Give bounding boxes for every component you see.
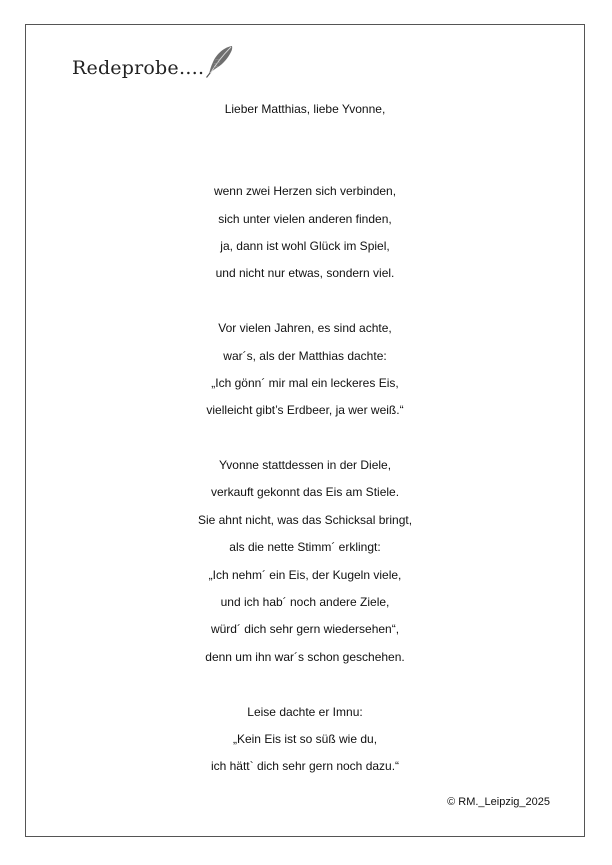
verse-line: vielleicht gibt’s Erdbeer, ja wer weiß.“ [206, 403, 404, 418]
verse-line: verkauft gekonnt das Eis am Stiele. [210, 485, 400, 500]
page-title: Redeprobe…. [72, 57, 205, 79]
verse-line: „Ich gönn´ mir mal ein leckeres Eis, [211, 375, 399, 390]
verse-line: als die nette Stimm´ erklingt: [229, 540, 381, 555]
verse-line: Yvonne stattdessen in der Diele, [218, 458, 392, 473]
verse-line: denn um ihn war´s schon geschehen. [205, 649, 405, 664]
verse-line: ich hätt` dich sehr gern noch dazu.“ [210, 759, 400, 774]
verse-line: sich unter vielen anderen finden, [218, 211, 392, 226]
verse-line: Vor vielen Jahren, es sind achte, [218, 321, 392, 336]
page-header [72, 44, 235, 78]
verse-line: ja, dann ist wohl Glück im Spiel, [220, 238, 390, 253]
verse-line: wenn zwei Herzen sich verbinden, [213, 184, 397, 199]
copyright-notice: © RM._Leipzig_2025 [447, 796, 550, 808]
feather-quill-icon [205, 44, 235, 78]
verse-line: war´s, als der Matthias dachte: [223, 348, 387, 363]
poem [25, 96, 585, 781]
verse-line: und ich hab´ noch andere Ziele, [220, 595, 390, 610]
salutation: Lieber Matthias, liebe Yvonne, [224, 102, 386, 116]
verse-line: „Kein Eis ist so süß wie du, [232, 731, 378, 746]
verse-line: „Ich nehm´ ein Eis, der Kugeln viele, [208, 567, 402, 582]
verse-line: Sie ahnt nicht, was das Schicksal bringt, [197, 512, 413, 527]
verse-line: Leise dachte er Imnu: [247, 704, 363, 719]
verse-line: würd´ dich sehr gern wiedersehen“, [210, 622, 400, 637]
verse-line: und nicht nur etwas, sondern viel. [215, 266, 395, 281]
